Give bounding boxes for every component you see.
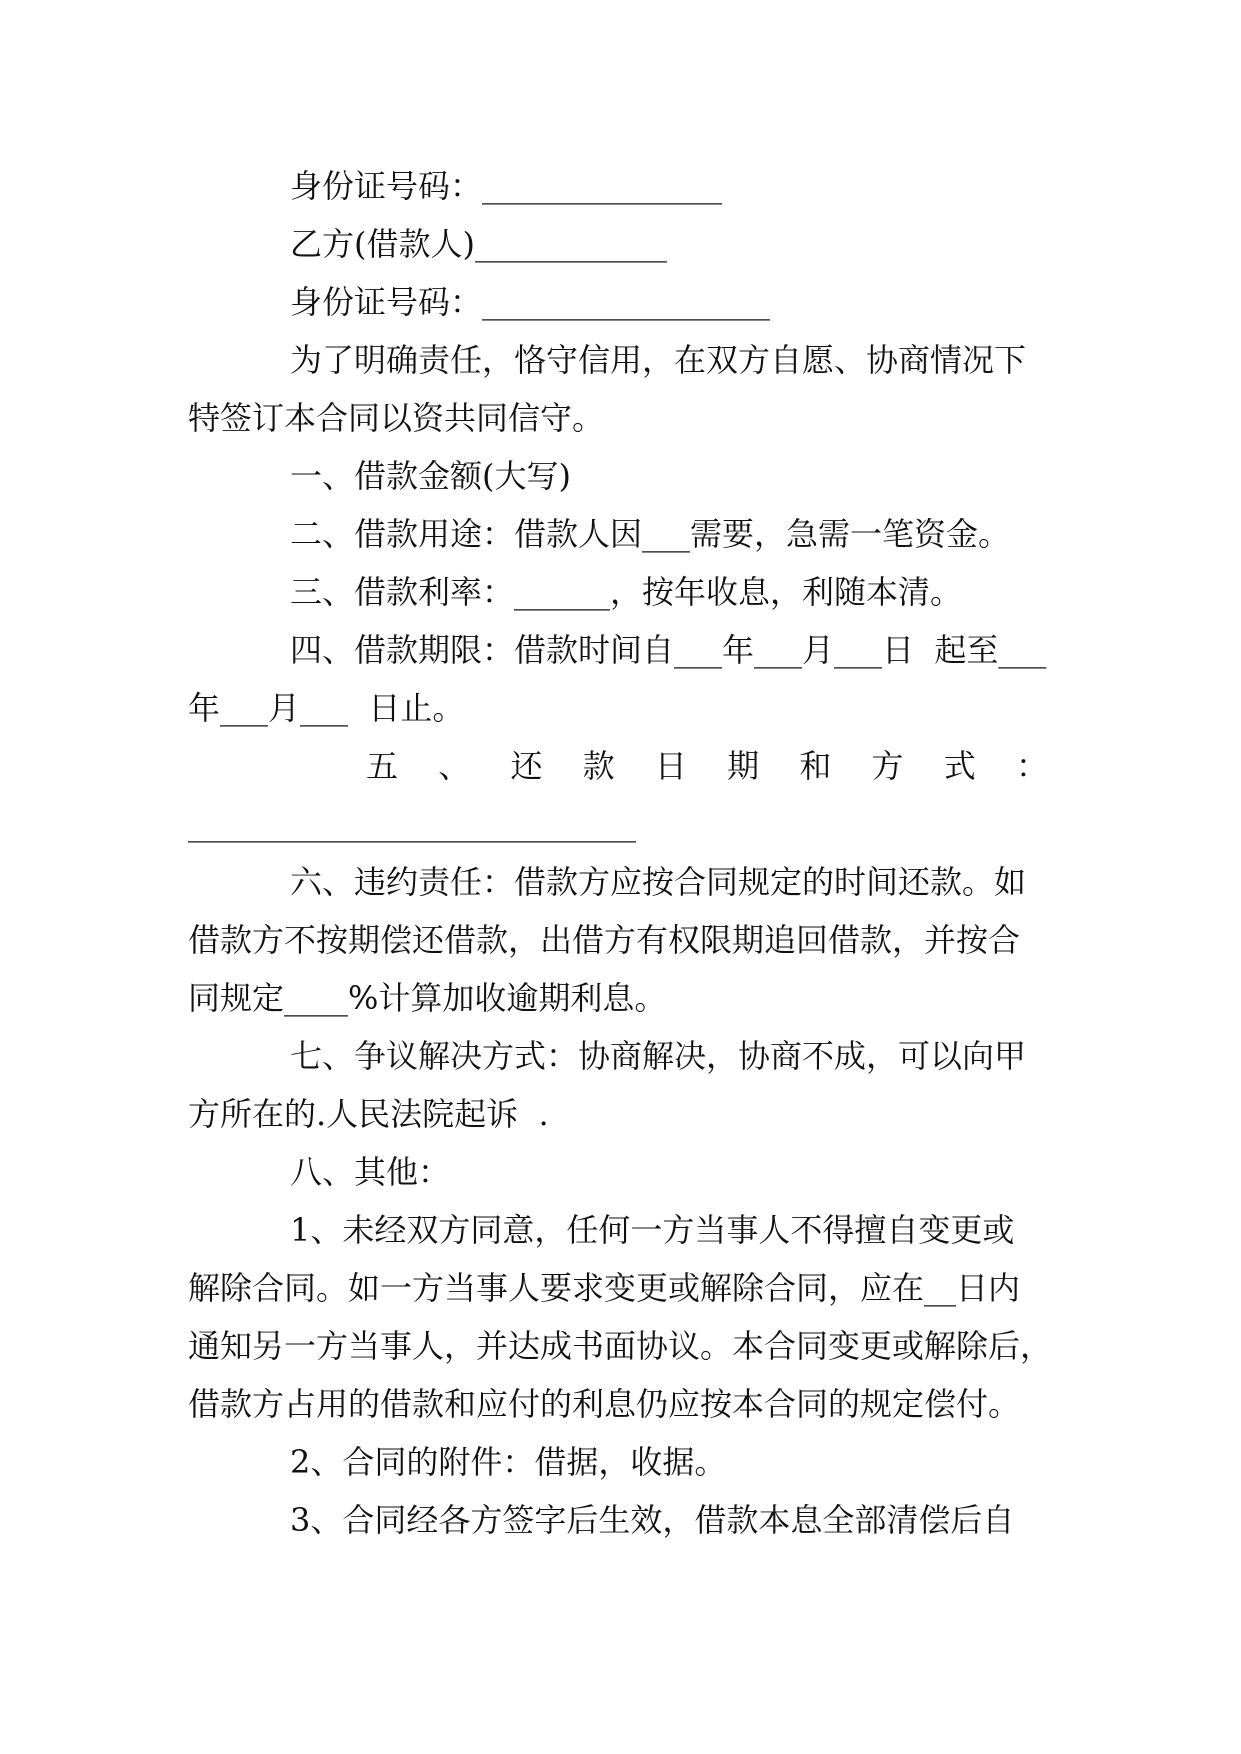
other-item-1-line-4: 借款方占用的借款和应付的利息仍应按本合同的规定偿付。: [188, 1385, 1021, 1423]
party-b-borrower-line: 乙方(借款人)____________: [290, 225, 667, 263]
heading-char: 方: [871, 747, 904, 785]
clause-7-dispute-line-1: 七、争议解决方式：协商解决，协商不成，可以向甲: [290, 1037, 1027, 1075]
clause-2-loan-purpose: 二、借款用途：借款人因___需要，急需一笔资金。: [290, 515, 1011, 553]
clause-8-other-heading: 八、其他：: [290, 1153, 451, 1191]
other-item-1-line-1: 1、未经双方同意，任何一方当事人不得擅自变更或: [290, 1211, 1015, 1249]
clause-6-breach-line-2: 借款方不按期偿还借款，出借方有权限期追回借款，并按合: [188, 921, 1021, 959]
heading-char: 款: [582, 747, 615, 785]
other-item-2: 2、合同的附件：借据，收据。: [290, 1443, 727, 1481]
other-item-1-line-3: 通知另一方当事人，并达成书面协议。本合同变更或解除后，: [188, 1327, 1053, 1365]
id-number-line-borrower: 身份证号码：__________________: [290, 283, 771, 321]
heading-char: 和: [799, 747, 832, 785]
clause-6-breach-line-3: 同规定____%计算加收逾期利息。: [188, 979, 667, 1017]
clause-4-loan-term-line-2: 年___月___ 日止。: [188, 689, 465, 727]
clause-4-loan-term-line-1: 四、借款期限：借款时间自___年___月___日 起至___: [290, 631, 1047, 669]
heading-char: 日: [654, 747, 687, 785]
heading-char: 还: [510, 747, 543, 785]
clause-3-interest-rate: 三、借款利率：______，按年收息，利随本清。: [290, 573, 963, 611]
heading-char: ：: [1015, 747, 1048, 785]
clause-1-loan-amount: 一、借款金额(大写): [290, 457, 571, 495]
other-item-3-line-1: 3、合同经各方签字后生效，借款本息全部清偿后自: [290, 1501, 1015, 1539]
clause-5-repayment-blank: ____________________________: [188, 805, 636, 843]
clause-6-breach-line-1: 六、违约责任：借款方应按合同规定的时间还款。如: [290, 863, 1027, 901]
preamble-line-1: 为了明确责任，恪守信用，在双方自愿、协商情况下: [290, 341, 1027, 379]
heading-char: 期: [727, 747, 760, 785]
heading-char: 五: [366, 747, 399, 785]
heading-char: 式: [943, 747, 976, 785]
other-item-1-line-2: 解除合同。如一方当事人要求变更或解除合同，应在__日内: [188, 1269, 1021, 1307]
preamble-line-2: 特签订本合同以资共同信守。: [188, 399, 605, 437]
id-number-line-lender: 身份证号码：_______________: [290, 167, 723, 205]
clause-5-repayment-heading: [188, 746, 1068, 786]
clause-7-dispute-line-2: 方所在的.人民法院起诉 .: [188, 1095, 549, 1133]
heading-char: 、: [438, 747, 471, 785]
